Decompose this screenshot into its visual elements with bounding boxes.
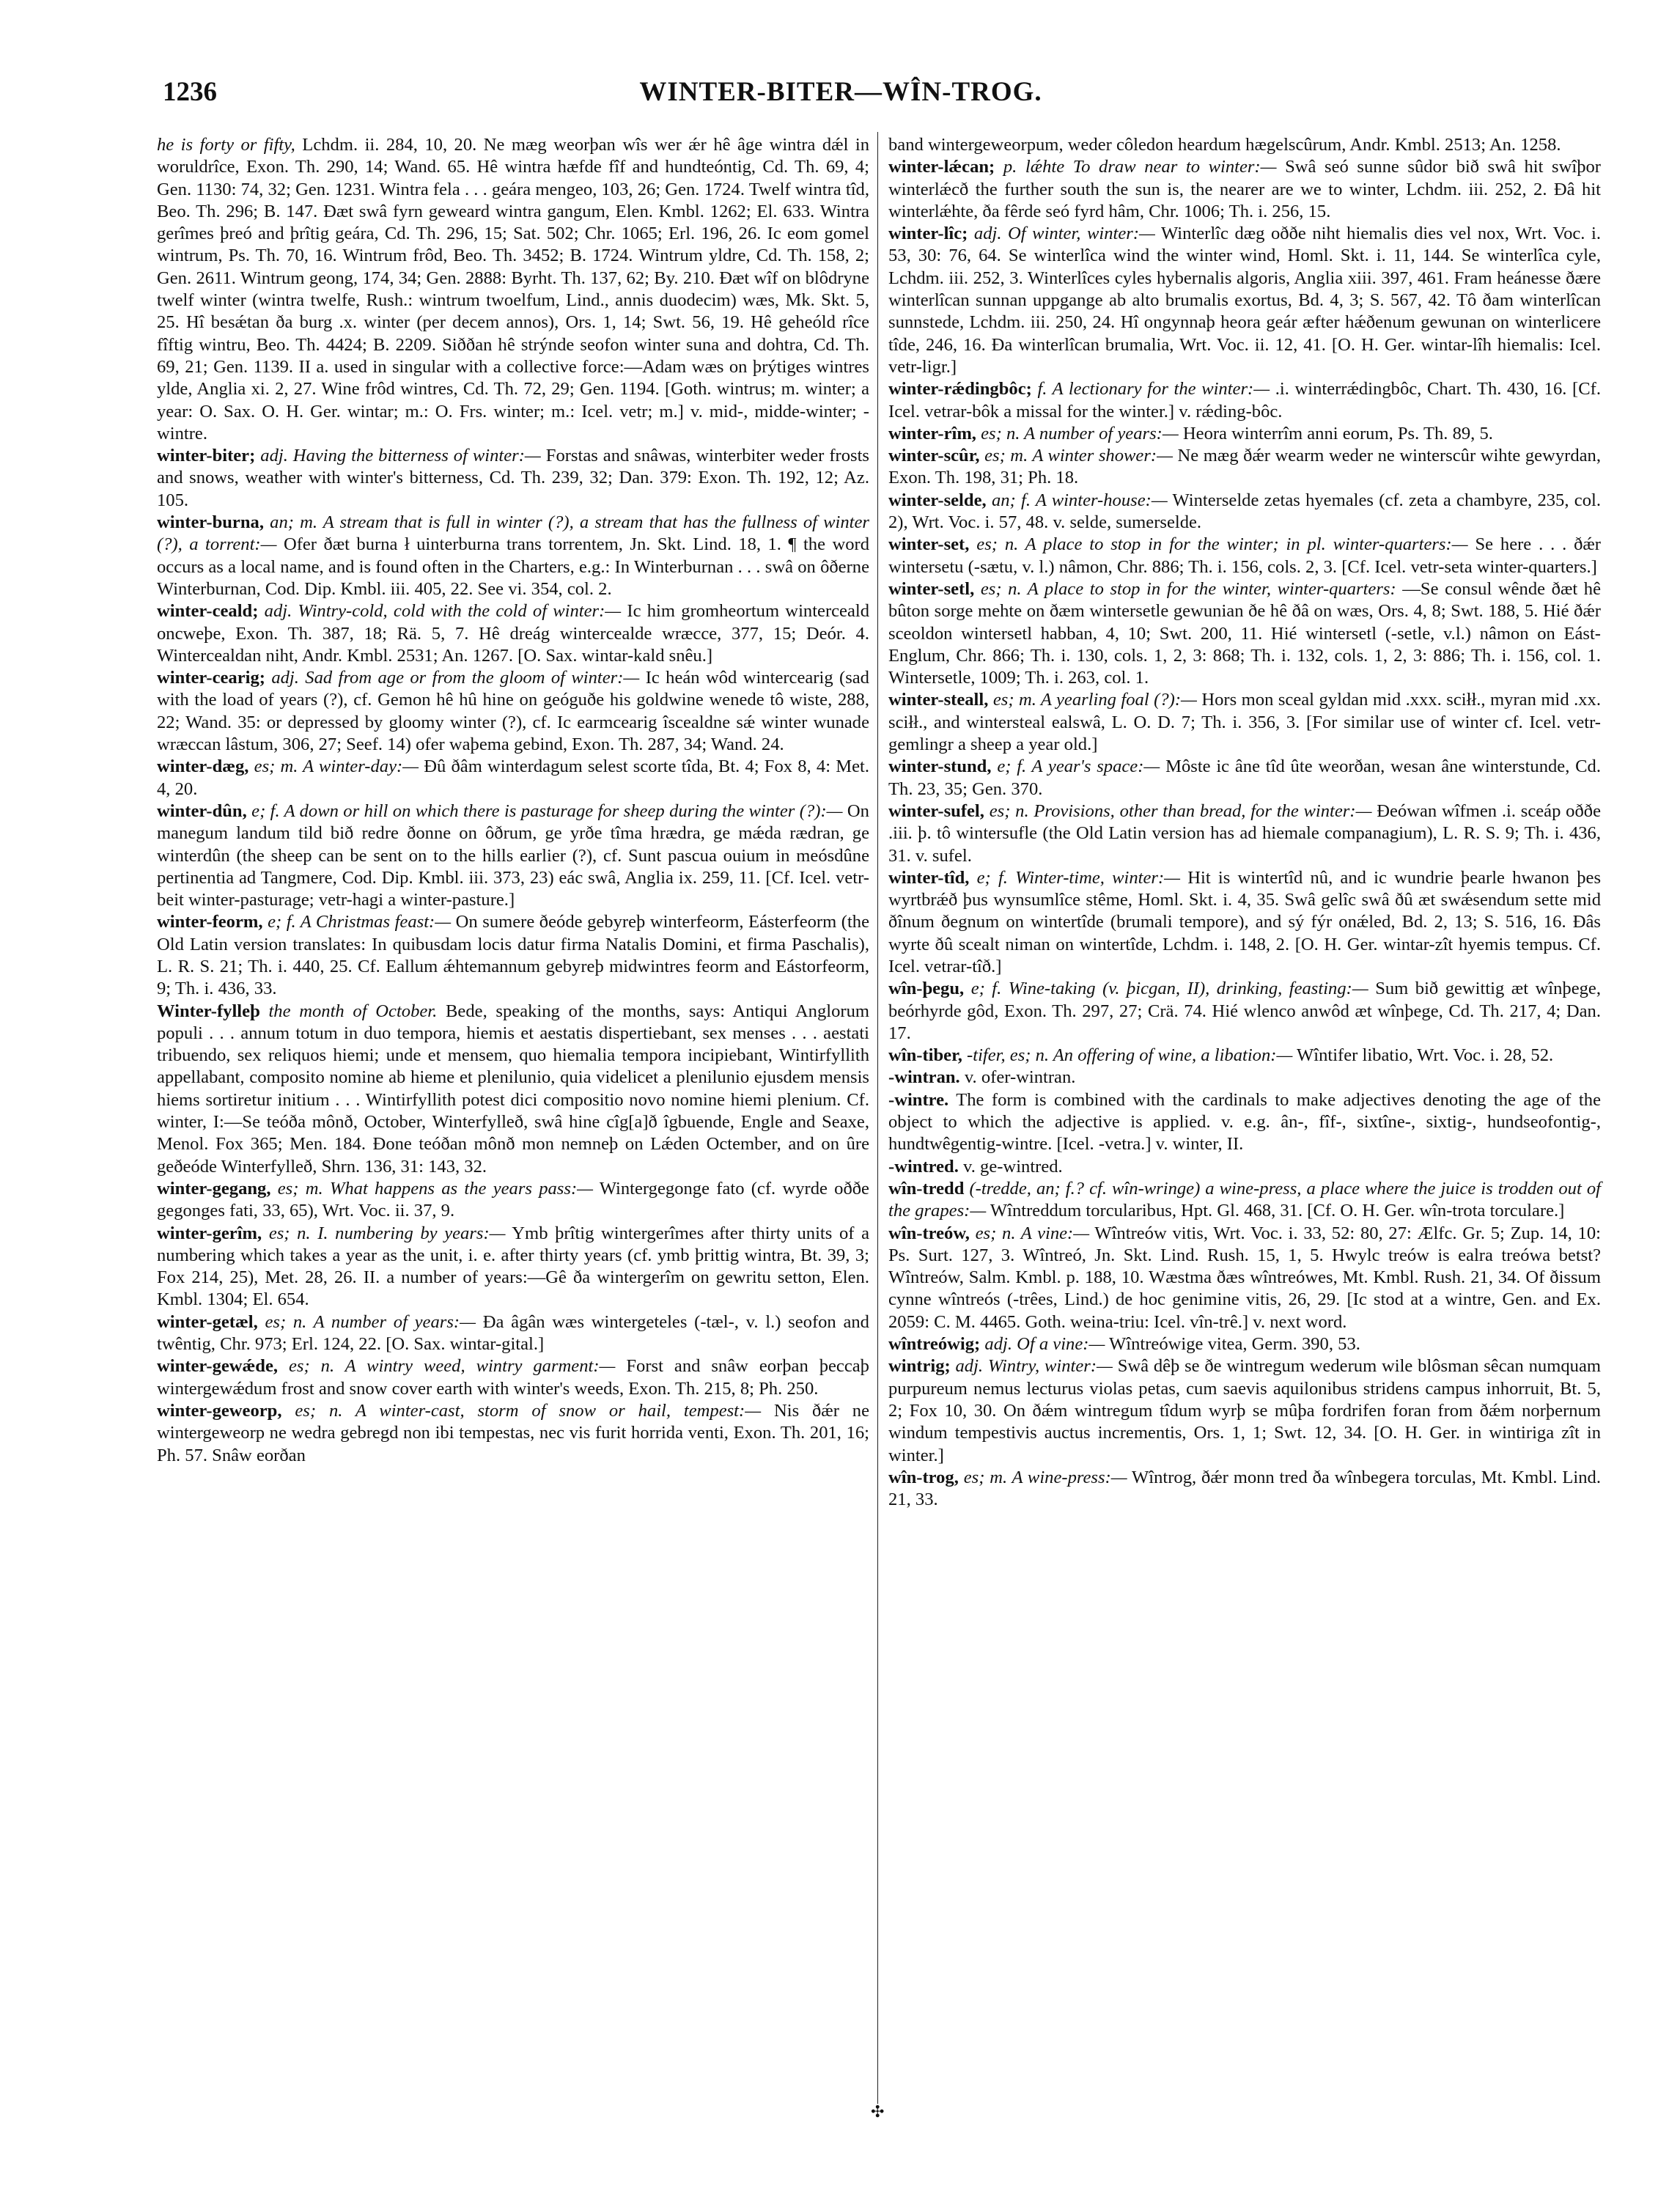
entry-text: .i. winterrǽdingbôc, Chart. Th. 430, 16. [Cf. Icel. vetrar-bôk a missal for the winter.] v. rǽding-bôc. — [888, 379, 1601, 422]
headword: winter-rîm, — [888, 423, 976, 443]
dictionary-entry — [888, 378, 1601, 423]
headword: winter-sufel, — [888, 800, 984, 821]
dictionary-entry — [888, 1333, 1601, 1355]
entry-text: v. ge-wintred. — [963, 1156, 1063, 1177]
dictionary-entry — [888, 490, 1601, 534]
dictionary-entry — [888, 689, 1601, 756]
entry-text: Swâ dêþ se ðe wintregum wederum wile blôsman sêcan numquam purpureum nemus lecturus violas petas, cum saevis aquilonibus stridens campus inhorruit, Bt. 5, 2; Fox 10, 30. On ðǽm wintregum tîdum wyrþ se mûþa fordrifen foran from ðǽm norþernum windum tempestivis auctus incrementis, Ors. 1, 1; Swt. 12, 34. [O. H. Ger. in wintiriga zît in winter.] — [888, 1356, 1601, 1465]
entry-text: Wîntifer libatio, Wrt. Voc. i. 28, 52. — [1297, 1045, 1554, 1066]
entry-text: —Se consul wênde ðæt hê bûton sorge mehte on ðæm wintersetle gewunian ðe hê ðâ on wæs, Ors. 4, 8; Swt. 188, 5. Hié ðǽr sceoldon wintersetl habban, 4, 10; Swt. 200, 11. Hié wintersetl (-setle, v.l.) nâmon on Eást-Englum, Chr. 866; Th. i. 130, cols. 1, 2, 3: 868; Th. i. 132, cols. 1, 2, 3: 886; Th. i. 156, col. 1. Wintersetle, 1009; Th. i. 263, col. 1. — [888, 578, 1602, 688]
page-header — [163, 76, 1519, 113]
definition: adj. Wintry-cold, cold with the cold of winter:— — [264, 601, 622, 622]
dictionary-entry — [157, 600, 869, 667]
definition: adj. Wintry, winter:— — [955, 1356, 1113, 1377]
dictionary-entry — [888, 534, 1601, 578]
right-column — [888, 134, 1601, 1511]
headword: wîn-trog, — [888, 1467, 959, 1487]
headword: -wintre. — [888, 1089, 949, 1110]
entry-text: Ofer ðæt burna ł uinterburna trans torrentem, Jn. Skt. Lind. 18, 1. ¶ the word occurs as a local name, and is found often in the Charters, e.g.: In Winterburnan . . . swâ on ôðerne Winterburnan, Cod. Dip. Kmbl. iii. 405, 22. See vi. 354, col. 2. — [157, 534, 869, 599]
entry-text: Wîntrog, ðǽr monn tred ða wînbegera torculas, Mt. Kmbl. Lind. 21, 33. — [888, 1467, 1601, 1510]
dictionary-entry — [157, 667, 869, 756]
dictionary-entry — [888, 1067, 1601, 1089]
definition: e; f. A Christmas feast:— — [268, 912, 452, 932]
dictionary-entry — [888, 1223, 1601, 1333]
divider-ornament-icon: ✣ — [871, 2102, 885, 2121]
headword: Winter-fylleþ — [157, 1001, 260, 1021]
entry-text: Wîntreddum torcularibus, Hpt. Gl. 468, 31. [Cf. O. H. Ger. wîn-trota torculare.] — [990, 1201, 1565, 1221]
entry-text: Ic heán wôd wintercearig (sad with the load of years (?), cf. Gemon hê hû hine on geóguðe his goldwine wenede tô wiste, 288, 22; Wand. 35: or depressed by gloomy winter (?), cf. Ic earmcearig îscealdne sǽ winter wunade wræccan lâstum, 306, 27; Seef. 14) ofer waþema gebind, Exon. Th. 287, 34; Wand. 24. — [157, 668, 869, 755]
headword: wîn-tiber, — [888, 1045, 962, 1066]
entry-text: band wintergeweorpum, weder côledon heardum hægelscûrum, Andr. Kmbl. 2513; An. 1258. — [888, 135, 1561, 155]
definition: es; n. A number of years:— — [265, 1311, 476, 1332]
dictionary-entry — [157, 1223, 869, 1311]
headword: -wintred. — [888, 1156, 959, 1177]
headword: wintrig; — [888, 1356, 951, 1377]
dictionary-entry — [888, 1178, 1601, 1223]
dictionary-entry — [157, 445, 869, 512]
definition: e; f. A year's space:— — [997, 757, 1160, 777]
dictionary-entry — [888, 445, 1601, 490]
dictionary-entry — [157, 1178, 869, 1223]
entry-text: Winterselde zetas hyemales (cf. zeta a chambyre, 235, col. 2), Wrt. Voc. i. 57, 48. v. selde, sumerselde. — [888, 490, 1601, 533]
entry-text: The form is combined with the cardinals to make adjectives denoting the age of the object to which the adjective is applied. v. e.g. ân-, fîf-, sixtîne-, sixtig-, hundseofontig-, hundtwêgentig-wintre. [Icel. -vetra.] v. winter, II. — [888, 1089, 1601, 1155]
dictionary-entry — [888, 1156, 1601, 1178]
headword: wîn-tredd — [888, 1178, 965, 1199]
definition: es; n. I. numbering by years:— — [268, 1223, 506, 1243]
definition: es; n. A winter-cast, storm of snow or hail, tempest:— — [295, 1400, 762, 1421]
entry-text: Winterlîc dæg oððe niht hiemalis dies vel nox, Wrt. Voc. i. 53, 30: 76, 64. Se winterlîca wind the winter wind, Homl. Skt. i. 11, 144. Se winterlîca cyle, Lchdm. iii. 252, 3. Winterlîces cyles hybernalis algoris, Anglia xiii. 397, 461. Fram heánesse ðære winterlîcan sunnan uppgange ab alto brumalis exortus, Bd. 4, 3; S. 567, 42. Tô ðam winterlîcan sunnstede, Lchdm. iii. 250, 24. Hî ongynnaþ heora geár æfter hǽðenum gewunan on winterlicere tîde, 246, 16. Ða winterlîcan brumalia, Wrt. Voc. ii. 12, 41. [O. H. Ger. wintar-lîh hiemalis: Icel. vetr-ligr.] — [888, 224, 1601, 377]
headword: winter-setl, — [888, 578, 975, 599]
headword: winter-tîd, — [888, 867, 970, 888]
entry-text: Ðeówan wîfmen .i. sceáp oððe .iii. þ. tô wintersufle (the Old Latin version has ad hiemale companagium), L. R. S. 9; Th. i. 436, 31. v. sufel. — [888, 800, 1601, 866]
entry-text: On manegum landum tild bið redre ðonne on ôðrum, ge yrðe tîma hrædra, ge mǽda rædran, ge winterdûn (the sheep can be sent on to the hills earlier (?), cf. Sunt pascua ouium in meósdûne pertinentia ad Tangmere, Cod. Dip. Kmbl. iii. 373, 23) eác swâ, Anglia ix. 259, 11. [Cf. Icel. vetr-beit winter-pasturage; vetr-hagi a winter-pasture.] — [157, 800, 869, 910]
entry-text: Forstas and snâwas, winterbiter weder frosts and snows, weather with winter's bitterness, Cd. Th. 239, 32; Dan. 379: Exon. Th. 192, 12; Az. 105. — [157, 446, 869, 510]
definition: an; m. A stream that is full in winter (?), a stream that has the fullness of winter (?), a torrent:— — [157, 512, 869, 555]
left-column — [157, 134, 869, 1467]
definition: he is forty or fifty, — [157, 135, 295, 155]
headword: winter-set, — [888, 534, 970, 555]
dictionary-entry — [888, 1355, 1601, 1466]
dictionary-entry — [157, 1001, 869, 1178]
headword: winter-biter; — [157, 446, 256, 466]
dictionary-entry — [888, 800, 1601, 867]
headword: winter-stund, — [888, 757, 992, 777]
headword: winter-scûr, — [888, 446, 980, 466]
dictionary-entry — [888, 423, 1601, 445]
headword: winter-dæg, — [157, 757, 249, 777]
dictionary-entry — [157, 911, 869, 1000]
entry-text: Môste ic âne tîd ûte weorðan, wesan âne winterstunde, Cd. Th. 23, 35; Gen. 370. — [888, 757, 1601, 799]
definition: p. lǽhte To draw near to winter:— — [1003, 157, 1277, 177]
definition: adj. Sad from age or from the gloom of winter:— — [271, 668, 640, 688]
dictionary-entry — [888, 134, 1601, 156]
dictionary-entry — [888, 223, 1601, 378]
headword: winter-gegang, — [157, 1178, 271, 1199]
dictionary-entry — [888, 1089, 1601, 1156]
dictionary-entry — [157, 800, 869, 911]
dictionary-entry — [157, 1355, 869, 1400]
headword: winter-lǽcan; — [888, 157, 995, 177]
headword: winter-ceald; — [157, 601, 259, 622]
headword: -wintran. — [888, 1067, 960, 1088]
dictionary-entry — [157, 1311, 869, 1356]
dictionary-entry — [888, 578, 1601, 689]
headword: winter-selde, — [888, 490, 987, 510]
entry-text: Ða âgân wæs wintergeteles (-tæl-, v. l.) seofon and twêntig, Chr. 973; Erl. 124, 22. [O. Sax. wintar-gital.] — [157, 1311, 869, 1355]
definition: -tifer, es; n. An offering of wine, a libation:— — [967, 1045, 1293, 1066]
headword: wîn-treów, — [888, 1223, 970, 1243]
entry-text: Hors mon sceal gyldan mid .xxx. sciłł., myran mid .xx. sciłł., and wintersteal ealswâ, L. O. D. 7; Th. i. 356, 3. [For similar use of winter cf. Icel. vetr-gemlingr a sheep a year old.] — [888, 690, 1601, 755]
entry-text: Wîntreów vitis, Wrt. Voc. i. 33, 52: 80, 27: Ælfc. Gr. 5; Zup. 14, 10: Ps. Surt. 127, 3. Wîntreó, Jn. Skt. Lind. Rush. 15, 1, 5. Hwylc treów is ealra treówa betst? Wîntreów, Salm. Kmbl. p. 188, 10. Wæstma ðæs wîntreówes, Mt. Kmbl. Rush. 21, 34. Of ðissum cynne wîntreós (-trêes, Lind.) de hoc genimine vitis, 26, 29. [Ic stod at a wintre, Gen. and Ex. 2059: C. M. 4465. Goth. weina-triu: Icel. vîn-trê.] v. next word. — [888, 1223, 1601, 1332]
dictionary-entry — [157, 1400, 869, 1467]
dictionary-entry — [888, 756, 1601, 800]
dictionary-entry — [888, 156, 1601, 223]
entry-text: Lchdm. ii. 284, 10, 20. Ne mæg weorþan wîs wer ǽr hê âge wintra dǽl in woruldrîce, Exon. Th. 290, 14; Wand. 65. Hê wintra hæfde fîf and hundteóntig, Cd. Th. 69, 4; Gen. 1130: 74, 32; Gen. 1231. Wintra fela . . . geára mengeo, 103, 26; Gen. 1724. Twelf wintra tîd, Beo. Th. 296; B. 147. Ðæt swâ fyrn geweard wintra gangum, Elen. Kmbl. 1262; El. 633. Wintra gerîmes þreó and þrîtig geára, Cd. Th. 296, 15; Sat. 502; Chr. 1065; Erl. 196, 26. Ic eom gomel wintrum, Ps. Th. 70, 16. Wintrum frôd, Beo. Th. 3452; B. 1724. Wintrum yldre, Cd. Th. 158, 2; Gen. 2611. Wintrum geong, 174, 34; Gen. 2888: Byrht. Th. 137, 62; By. 210. Ðæt wîf on blôdryne twelf winter (wintra twelfe, Rush.: wintrum twoelfum, Lind., annis duodecim) wæs, Mk. Skt. 5, 25. Hî besǽtan ða burg .x. winter (per decem annos), Ors. 1, 14; Swt. 56, 19. Hê geheóld rîce fîftig wintru, Beo. Th. 4424; B. 2209. Siððan hê strýnde seofon winter suna and dohtra, Cd. Th. 69, 21; Gen. 1139. II a. used in singular with a collective force:—Adam wæs on þrýtiges wintres ylde, Anglia xi. 2, 27. Wine frôd wintres, Cd. Th. 72, 29; Gen. 1194. [Goth. wintrus; m. winter; a year: O. Sax. O. H. Ger. wintar; m.: O. Frs. winter; m.: Icel. vetr; m.] v. mid-, midde-winter; -wintre. — [157, 135, 869, 443]
dictionary-entry — [157, 134, 869, 445]
entry-text: On sumere ðeóde gebyreþ winterfeorm, Eásterfeorm (the Old Latin version translates: In quibusdam locis datur firma Natalis Domini, et firma Paschalis), L. R. S. 21; Th. i. 440, 25. Cf. Eallum ǽhtemannum gebyreþ midwintres feorm and Eástorfeorm, 9; Th. i. 436, 33. — [157, 912, 869, 999]
entry-text: Wîntreówige vitea, Germ. 390, 53. — [1109, 1334, 1360, 1355]
definition: (-tredde, an; f.? cf. wîn-wringe) a wine-press, a place where the juice is trodden out of the grapes:— — [888, 1178, 1601, 1221]
definition: es; m. A yearling foal (?):— — [992, 690, 1197, 710]
headword: winter-rǽdingbôc; — [888, 379, 1032, 400]
running-title: WINTER-BITER—WÎN-TROG. — [639, 77, 1042, 107]
dictionary-entry — [888, 978, 1601, 1045]
definition: adj. Having the bitterness of winter:— — [260, 446, 541, 466]
headword: wîn-þegu, — [888, 979, 965, 999]
headword: winter-lîc; — [888, 224, 968, 244]
entry-text: Hit is wintertîd nû, and ic wundrie þearle hwanon þes wyrtbrǽð þus wynsumlîce stême, Homl. Skt. i. 4, 35. Swâ gelîc swâ ðû æt swǽsendum sette mid ðînum ðegnum on wintertîde (brumali tempore), and sý fýr onǽled, Bd. 2, 13; S. 516, 16. Ðâs wyrte ðû scealt niman on wintertîde, Lchdm. i. 148, 2. [O. H. Ger. wintar-zît hyemis tempus. Cf. Icel. vetrar-tîð.] — [888, 867, 1602, 976]
definition: es; n. A wintry weed, wintry garment:— — [289, 1356, 616, 1377]
entry-text: Swâ seó sunne sûdor bið swâ hit swîþor winterlǽcð the further south the sun is, the nearer are we to winter, Lchdm. iii. 252, 2. Ðâ hit winterlǽhte, ða fêrde seó fyrd hâm, Chr. 1006; Th. i. 256, 15. — [888, 157, 1601, 221]
definition: adj. Of winter, winter:— — [973, 224, 1155, 244]
definition: e; f. A down or hill on which there is pasturage for sheep during the winter (?):— — [251, 800, 843, 821]
entry-text: Ne mæg ðǽr wearm weder ne winterscûr wihte gewyrdan, Exon. Th. 198, 31; Ph. 18. — [888, 446, 1601, 488]
definition: es; m. A wine-press:— — [963, 1467, 1127, 1487]
definition: es; n. A place to stop in for the winter; in pl. winter-quarters:— — [976, 534, 1468, 555]
definition: adj. Of a vine:— — [984, 1334, 1105, 1355]
definition: es; m. What happens as the years pass:— — [277, 1178, 594, 1199]
headword: winter-dûn, — [157, 800, 247, 821]
entry-text: Ic him gromheortum winterceald oncweþe, Exon. Th. 387, 18; Rä. 5, 7. Hê dreág wintercealde wræcce, 377, 15; Deór. 4. Wintercealdan niht, Andr. Kmbl. 2531; An. 1267. [O. Sax. wintar-kald snêu.] — [157, 601, 870, 666]
entry-text: Bede, speaking of the months, says: Antiqui Anglorum populi . . . annum totum in duo tempora, hiemis et aestatis dispertiebant, sex menses . . . aestati tribuendo, sex reliquos hiemi; unde et mensem, quo hiemalia tempora incipiebant, Wintirfyllith appellabant, composito nomine ab hieme et plenilunio, quia videlicet a plenilunio ejusdem mensis hiems sortiretur initium . . . Wintirfyllith potest dici compositio novo nomine hiemi plenium. Cf. winter, I:—Se teóða mônð, October, Winterfylleð, swâ hine cîg[a]ð îgbuende, Engle and Seaxe, Menol. Fox 365; Men. 184. Ðone teóðan mônð mon nemneþ on Lǽden Octember, and on ûre geðeóde Winterfylleð, Shrn. 136, 31: 143, 32. — [157, 1001, 870, 1177]
dictionary-entry — [157, 512, 869, 600]
headword: winter-getæl, — [157, 1311, 258, 1332]
dictionary-entry — [888, 867, 1601, 978]
entry-text: Se here . . . ðǽr wintersetu (-sætu, v. l.) nâmon, Chr. 886; Th. i. 156, cols. 2, 3. [Cf. Icel. vetr-seta winter-quarters.] — [888, 534, 1601, 577]
page-number: 1236 — [163, 77, 217, 107]
definition: an; f. A winter-house:— — [991, 490, 1168, 510]
dictionary-entry — [888, 1045, 1601, 1067]
entry-text: Ðû ðâm winterdagum selest scorte tîda, Bt. 4; Fox 8, 4: Met. 4, 20. — [157, 757, 869, 799]
definition: e; f. Winter-time, winter:— — [976, 867, 1181, 888]
definition: es; n. Provisions, other than bread, for the winter:— — [989, 800, 1372, 821]
entry-text: Sum bið gewittig æt wînþege, beórhyrde gôd, Exon. Th. 297, 27; Crä. 74. Hié wlenco anwôd æt wînþege, Cd. Th. 217, 4; Dan. 17. — [888, 979, 1601, 1043]
entry-text: Forst and snâw eorþan þeccaþ wintergewǽdum frost and snow cover earth with winter's weeds, Exon. Th. 215, 8; Ph. 250. — [157, 1356, 869, 1399]
headword: winter-feorm, — [157, 912, 263, 932]
definition: es; m. A winter-day:— — [254, 757, 419, 777]
definition: es; m. A winter shower:— — [984, 446, 1173, 466]
headword: winter-geweorp, — [157, 1400, 282, 1421]
headword: winter-burna, — [157, 512, 264, 533]
headword: wîntreówig; — [888, 1334, 981, 1355]
definition: es; n. A vine:— — [975, 1223, 1090, 1243]
dictionary-entry — [888, 1467, 1601, 1512]
definition: es; n. A number of years:— — [981, 423, 1179, 443]
headword: winter-gerîm, — [157, 1223, 262, 1243]
definition: es; n. A place to stop in for the winter, winter-quarters: — [980, 578, 1396, 599]
definition: e; f. Wine-taking (v. þicgan, II), drinking, feasting:— — [970, 979, 1368, 999]
definition: f. A lectionary for the winter:— — [1037, 379, 1270, 400]
entry-text: v. ofer-wintran. — [964, 1067, 1076, 1088]
headword: winter-cearig; — [157, 668, 265, 688]
entry-text: Nis ðǽr ne wintergeweorp ne wedra gebregd non ibi tempestas, nec vis furit horrida venti, Exon. Th. 201, 16; Ph. 57. Snâw eorðan — [157, 1400, 869, 1465]
dictionary-entry — [157, 756, 869, 800]
column-divider — [877, 132, 878, 2104]
headword: winter-steall, — [888, 690, 989, 710]
entry-text: Wintergegonge fato (cf. wyrde oððe gegonges fati, 33, 65), Wrt. Voc. ii. 37, 9. — [157, 1178, 869, 1221]
entry-text: Ymb þrîtig wintergerîmes after thirty units of a numbering which takes a year as the unit, i. e. after thirty years (cf. ymb þrittig wintra, Bt. 39, 3; Fox 214, 25), Met. 28, 26. II. a number of years:—Gê ða wintergerîm on gewritu setton, Elen. Kmbl. 1304; El. 654. — [157, 1223, 870, 1310]
definition: the month of October. — [268, 1001, 438, 1021]
headword: winter-gewǽde, — [157, 1356, 279, 1377]
entry-text: Heora winterrîm anni eorum, Ps. Th. 89, 5. — [1182, 423, 1493, 443]
